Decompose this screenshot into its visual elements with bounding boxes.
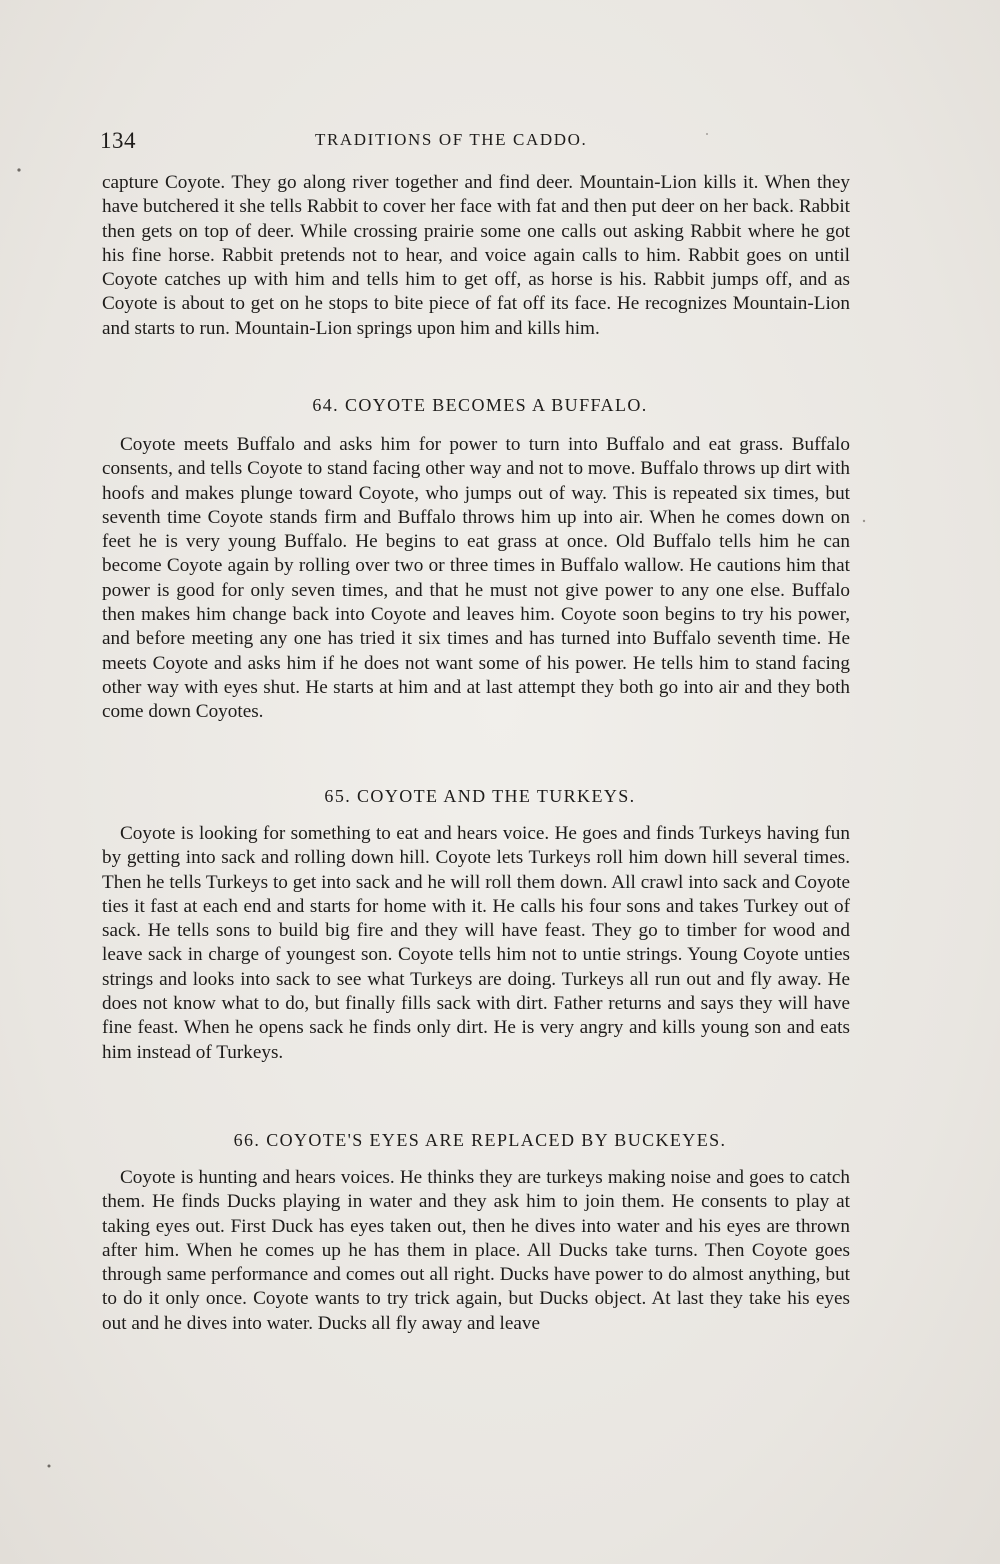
running-title: TRADITIONS OF THE CADDO. <box>315 130 588 149</box>
story-66-paragraph: Coyote is hunting and hears voices. He thinks they are turkeys making noise and goes to catch them. He finds Ducks playing in water and they ask him to join them. He consents to play at taking eyes out. First Duck has eyes taken out, then he dives into water and his eyes are thrown after him. When he comes up he has them in place. All Ducks take turns. Then Coyote goes through same performance and comes out all right. Ducks have power to do almost anything, but to do it only once. Coyote wants to try trick again, but Ducks object. At last they take his eyes out and he dives into water. Ducks all fly away and leave <box>102 1167 850 1334</box>
story-64-body <box>102 433 850 725</box>
story-66-title: 66. COYOTE'S EYES ARE REPLACED BY BUCKEYES. <box>233 1130 727 1150</box>
page-header <box>100 126 860 162</box>
paper-speck <box>17 168 20 171</box>
story-64-title: 64. COYOTE BECOMES A BUFFALO. <box>312 395 648 415</box>
story-65-paragraph: Coyote is looking for something to eat and hears voice. He goes and finds Turkeys having fun by getting into sack and rolling down hill. Coyote lets Turkeys roll him down hill several times. Then he tells Turkeys to get into sack and he will roll them down. All crawl into sack and Coyote ties it fast at each end and starts for home with it. He calls his four sons and takes Turkey out of sack. He tells sons to build big fire and they will have feast. They go to timber for wood and leave sack in charge of youngest son. Coyote tells him not to untie strings. Young Coyote unties strings and looks into sack to see what Turkeys are doing. Turkeys all run out and fly away. He does not know what to do, but finally fills sack with dirt. Father returns and says they will have fine feast. When he opens sack he finds only dirt. He is very angry and kills young son and eats him instead of Turkeys. <box>102 823 850 1063</box>
story-65-body <box>102 822 850 1065</box>
continued-paragraph: capture Coyote. They go along river together and find deer. Mountain-Lion kills it. When they have butchered it she tells Rabbit to cover her face with fat and then put deer on her back. Rabbit then gets on top of deer. While crossing prairie some one calls out asking Rabbit where he got his fine horse. Rabbit pretends not to hear, and voice again calls to him. Rabbit goes on until Coyote catches up with him and tells him to get off, as horse is his. Rabbit jumps off, and as Coyote is about to get on he stops to bite piece of fat off its face. He recognizes Mountain-Lion and starts to run. Mountain-Lion springs upon him and kills him. <box>102 172 850 339</box>
story-64-paragraph: Coyote meets Buffalo and asks him for power to turn into Buffalo and eat grass. Buffalo consents, and tells Coyote to stand facing other way and not to move. Buffalo throws up dirt with hoofs and makes plunge toward Coyote, who jumps out of way. This is repeated six times, but seventh time Coyote stands firm and Buffalo throws him up into air. When he comes down on feet he is very young Buffalo. He begins to eat grass at once. Old Buffalo tells him he can become Coyote again by rolling over two or three times in Buffalo wallow. He cautions him that power is good for only seven times, and that he must not give power to any one else. Buffalo then makes him change back into Coyote and leaves him. Coyote soon begins to try his power, and before meeting any one has tried it six times and has turned into Buffalo seventh time. He meets Coyote and asks him if he does not want some of his power. He tells him to stand facing other way with eyes shut. He starts at him and at last attempt they both go into air and they both come down Coyotes. <box>102 434 850 723</box>
paper-speck <box>48 1465 51 1468</box>
story-66-body <box>102 1166 850 1336</box>
page-number: 134 <box>100 128 136 153</box>
story-65-title: 65. COYOTE AND THE TURKEYS. <box>324 786 636 806</box>
continued-paragraph-block <box>102 171 850 341</box>
paper-speck <box>863 520 865 522</box>
